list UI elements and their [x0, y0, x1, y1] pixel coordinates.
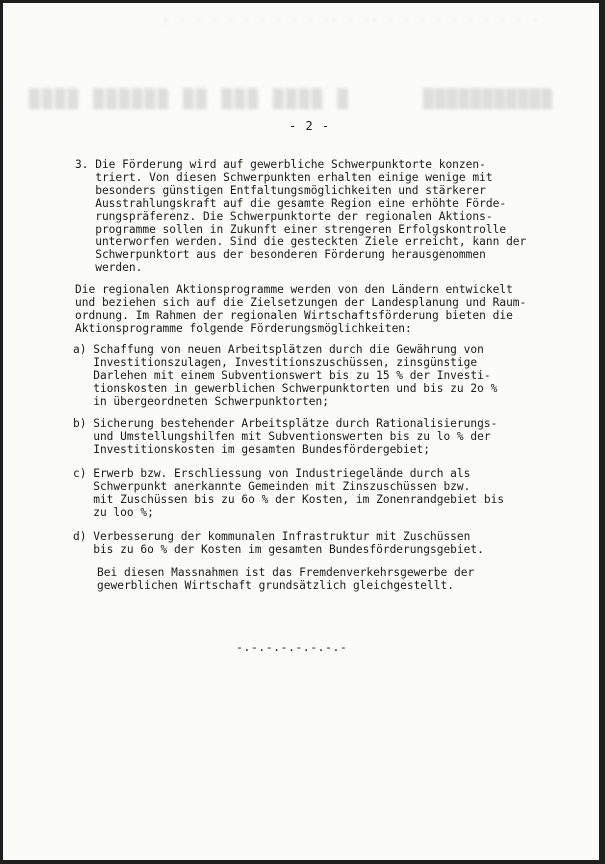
list-item-c: c) Erwerb bzw. Erschliessung von Industriegelände durch als Schwerpunkt anerkannte Gemeinden mit Zinszuschüssen bzw. mit Zuschüssen bis zu 6o % der Kosten, im Zonenrandgebiet bis zu loo %; — [73, 467, 505, 519]
list-item-d: d) Verbesserung der kommunalen Infrastruktur mit Zuschüssen bis zu 6o % der Kosten im gesamten Bundesförderungsgebiet. — [73, 530, 484, 556]
document-page — [3, 3, 599, 860]
tourism-paragraph: Bei diesen Massnahmen ist das Fremdenverkehrsgewerbe der gewerblichen Wirtschaft grundsätzlich gleichgestellt. — [97, 566, 475, 592]
bleed-through-header: ▒▒▒▒ ▒▒▒▒▒▒ ▒▒ ▒▒▒ ▒▒▒▒ ▒ — [29, 89, 350, 110]
regional-programs-paragraph: Die regionalen Aktionsprogramme werden von den Ländern entwickelt und beziehen sich auf die Zielsetzungen der Landesplanung und Raum- ordnung. Im Rahmen der regionalen Wirtschaftsförderung bieten die Aktionsprogramme folgende Förderungsmöglichkeiten: — [75, 283, 527, 335]
list-item-a: a) Schaffung von neuen Arbeitsplätzen durch die Gewährung von Investitionszulagen, Investitionszuschüssen, zinsgünstige Darlehen mit einem Subventionswert bis zu 15 % der Investi- tionskosten in gewerblichen Schwerpunktorten und bis zu 2o % in übergeordneten Schwerpunktorten; — [73, 343, 498, 408]
bleed-through-top: : · · · · · · · · · ·· · ·· · · · · · · · · · · — [163, 15, 540, 26]
page-number: - 2 - — [289, 119, 331, 133]
closing-divider: -.-.-.-.-.-.-.- — [236, 640, 348, 654]
item-3-paragraph: 3. Die Förderung wird auf gewerbliche Schwerpunktorte konzen- triert. Von diesen Schwerpunkten erhalten einige wenige mit besonders günstigen Entfaltungsmöglichkeiten und stärkerer Ausstrahlungskraft auf die gesamte Region eine erhöhte Förde- rungspräferenz. Die Schwerpunktorte der regionalen Aktions- programme sollen in Zukunft einer strengeren Erfolgskontrolle unterworfen werden. Sind die gesteckten Ziele erreicht, kann der Schwerpunktort aus der besonderen Förderung herausgenommen werden. — [75, 158, 527, 275]
bleed-through-header-right: ▒▒▒▒▒▒▒▒▒▒▒ — [423, 89, 554, 110]
list-item-b: b) Sicherung bestehender Arbeitsplätze durch Rationalisierungs- und Umstellungshilfen mit Subventionswerten bis zu lo % der Investitionskosten im gesamten Bundesfördergebiet; — [73, 417, 498, 456]
